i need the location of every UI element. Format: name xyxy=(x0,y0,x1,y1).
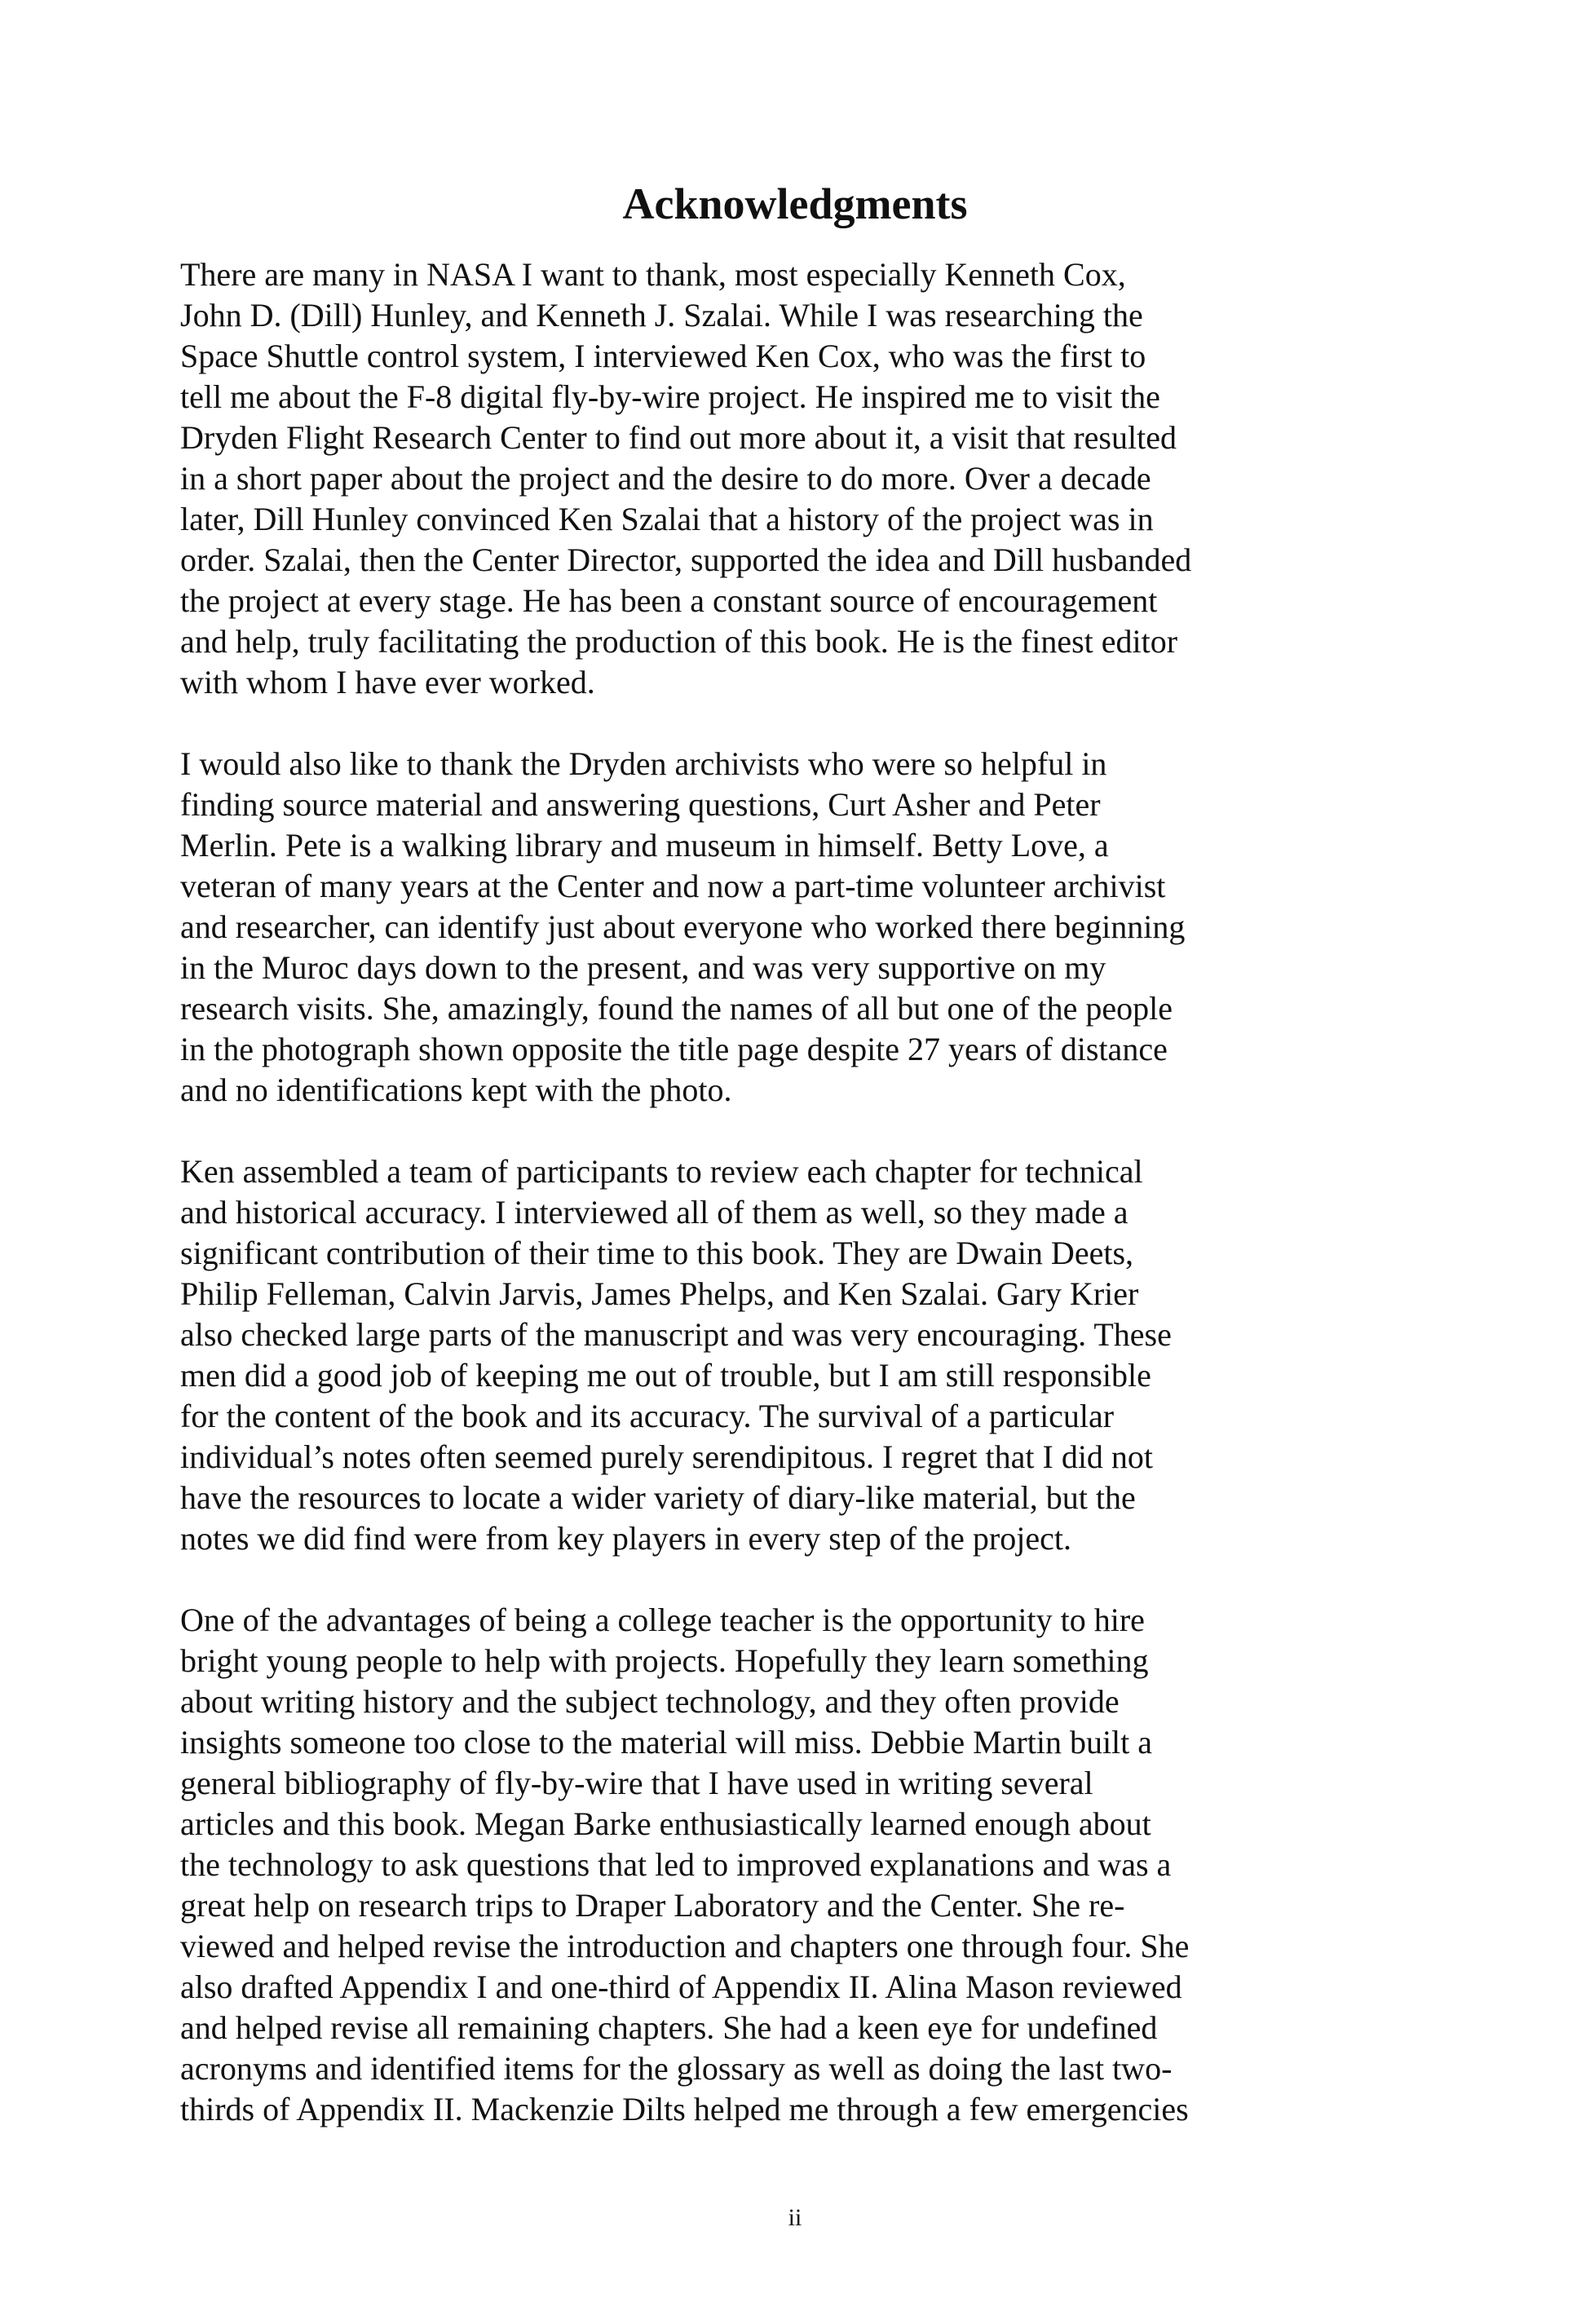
text-line: also checked large parts of the manuscript and was very encouraging. These xyxy=(180,1316,1172,1353)
text-line: the project at every stage. He has been a constant source of encouragement xyxy=(180,582,1158,619)
paragraph xyxy=(180,254,1354,703)
text-line: and no identifications kept with the photo. xyxy=(180,1071,732,1108)
text-line: and historical accuracy. I interviewed all of them as well, so they made a xyxy=(180,1194,1128,1230)
text-line: and researcher, can identify just about everyone who worked there beginning xyxy=(180,908,1186,945)
text-line: John D. (Dill) Hunley, and Kenneth J. Szalai. While I was researching the xyxy=(180,297,1143,334)
text-line: for the content of the book and its accuracy. The survival of a particular xyxy=(180,1398,1115,1434)
text-line: bright young people to help with projects. Hopefully they learn something xyxy=(180,1642,1149,1679)
text-line: There are many in NASA I want to thank, most especially Kenneth Cox, xyxy=(180,256,1126,293)
text-line: with whom I have ever worked. xyxy=(180,664,595,700)
text-line: in the Muroc days down to the present, and was very supportive on my xyxy=(180,949,1106,986)
text-line: general bibliography of fly-by-wire that I have used in writing several xyxy=(180,1765,1093,1801)
text-line: later, Dill Hunley convinced Ken Szalai that a history of the project was in xyxy=(180,501,1154,537)
text-line: order. Szalai, then the Center Director, supported the idea and Dill husbanded xyxy=(180,541,1192,578)
text-line: viewed and helped revise the introduction and chapters one through four. She xyxy=(180,1928,1190,1964)
text-line: Space Shuttle control system, I interviewed Ken Cox, who was the first to xyxy=(180,338,1146,374)
text-line: men did a good job of keeping me out of trouble, but I am still responsible xyxy=(180,1357,1151,1394)
text-line: the technology to ask questions that led to improved explanations and was a xyxy=(180,1846,1172,1883)
text-line: thirds of Appendix II. Mackenzie Dilts helped me through a few emergencies xyxy=(180,2091,1189,2127)
text-line: tell me about the F-8 digital fly-by-wire project. He inspired me to visit the xyxy=(180,378,1160,415)
text-line: articles and this book. Megan Barke enthusiastically learned enough about xyxy=(180,1805,1151,1842)
body-text xyxy=(180,254,1354,2130)
text-line: insights someone too close to the material will miss. Debbie Martin built a xyxy=(180,1724,1153,1761)
paragraph xyxy=(180,744,1354,1111)
text-line: in a short paper about the project and the desire to do more. Over a decade xyxy=(180,460,1151,497)
page-number: ii xyxy=(788,2204,802,2231)
text-line: I would also like to thank the Dryden archivists who were so helpful in xyxy=(180,745,1107,782)
text-line: notes we did find were from key players in every step of the project. xyxy=(180,1520,1071,1557)
text-line: One of the advantages of being a college teacher is the opportunity to hire xyxy=(180,1602,1145,1638)
text-line: finding source material and answering questions, Curt Asher and Peter xyxy=(180,786,1101,823)
text-line: veteran of many years at the Center and now a part-time volunteer archivist xyxy=(180,868,1166,904)
paragraph xyxy=(180,1600,1354,2130)
text-line: research visits. She, amazingly, found the names of all but one of the people xyxy=(180,990,1173,1027)
text-line: about writing history and the subject technology, and they often provide xyxy=(180,1683,1120,1720)
page-title: Acknowledgments xyxy=(622,179,968,228)
text-line: individual’s notes often seemed purely serendipitous. I regret that I did not xyxy=(180,1438,1154,1475)
text-line: also drafted Appendix I and one-third of Appendix II. Alina Mason reviewed xyxy=(180,1968,1182,2005)
text-line: Philip Felleman, Calvin Jarvis, James Phelps, and Ken Szalai. Gary Krier xyxy=(180,1275,1139,1312)
text-line: Dryden Flight Research Center to find out more about it, a visit that resulted xyxy=(180,419,1177,456)
text-line: have the resources to locate a wider variety of diary-like material, but the xyxy=(180,1479,1136,1516)
paragraph xyxy=(180,1151,1354,1559)
text-line: and helped revise all remaining chapters. She had a keen eye for undefined xyxy=(180,2009,1158,2046)
text-line: acronyms and identified items for the glossary as well as doing the last two- xyxy=(180,2050,1173,2087)
text-line: great help on research trips to Draper Laboratory and the Center. She re- xyxy=(180,1887,1125,1924)
text-line: and help, truly facilitating the production of this book. He is the finest editor xyxy=(180,623,1178,660)
text-line: in the photograph shown opposite the title page despite 27 years of distance xyxy=(180,1031,1168,1067)
text-line: Merlin. Pete is a walking library and museum in himself. Betty Love, a xyxy=(180,827,1109,864)
text-line: significant contribution of their time to this book. They are Dwain Deets, xyxy=(180,1235,1134,1271)
text-line: Ken assembled a team of participants to review each chapter for technical xyxy=(180,1153,1143,1190)
